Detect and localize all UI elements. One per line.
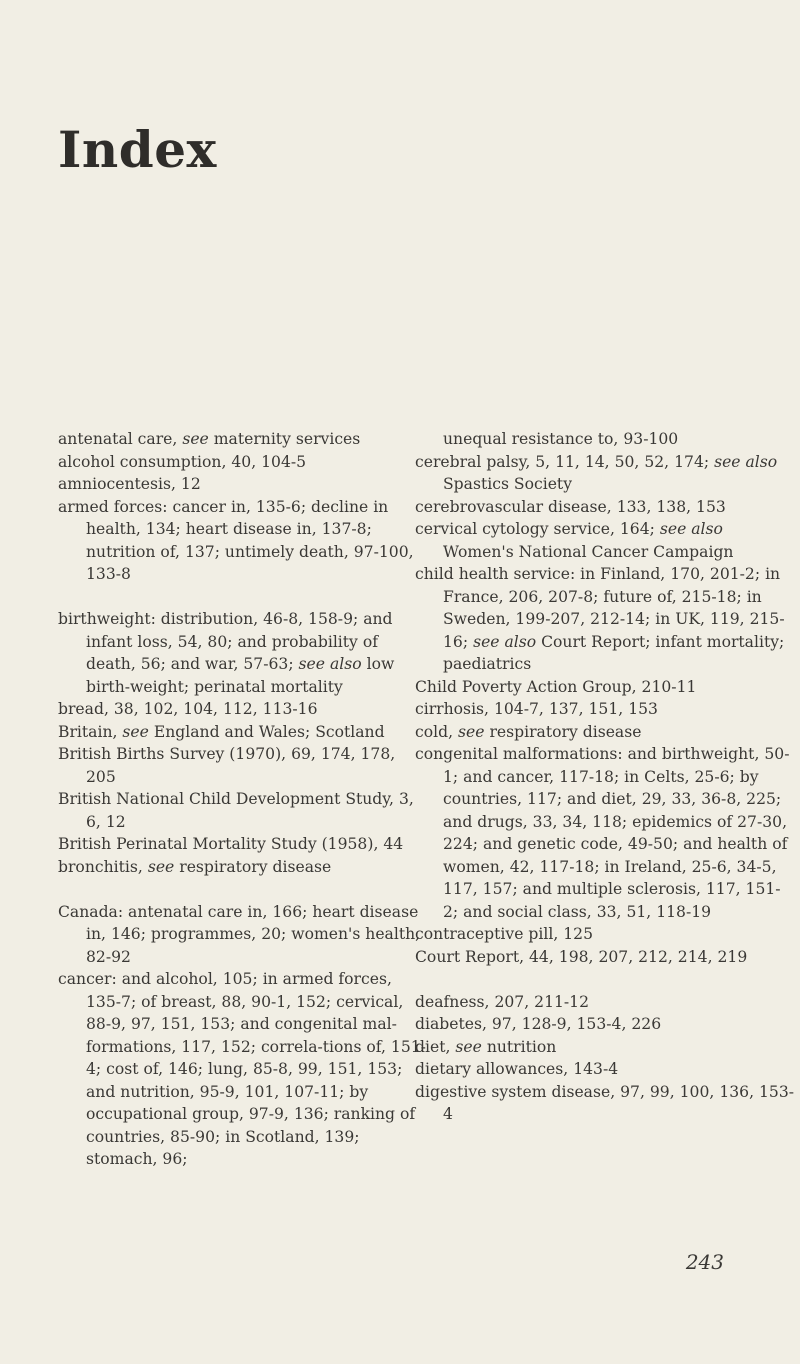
index-entry: unequal resistance to, 93-100: [443, 430, 679, 448]
index-entry: British National Child Development Study, 3, 6, 12: [58, 790, 414, 831]
index-entry: cervical cytology service, 164; see also Women's National Cancer Campaign: [415, 520, 734, 561]
index-entry: contraceptive pill, 125: [415, 925, 593, 943]
index-entry: cerebral palsy, 5, 11, 14, 50, 52, 174; see also Spastics Society: [415, 452, 778, 493]
index-entry: armed forces: cancer in, 135-6; decline in health, 134; heart disease in, 137-8; nutrition of, 137; untimely death, 97-100, 133-8: [58, 497, 414, 583]
index-entry: cancer: and alcohol, 105; in armed forces, 135-7; of breast, 88, 90-1, 152; cervical, 88-9, 97, 151, 153; and congenital mal-formations, 117, 152; correla-tions of, 151-4; cost of, 146; lung, 85-8, 99, 151, 153; and nutrition, 95-9, 101, 107-11; by occupational group, 97-9, 136; ranking of countries, 85-90; in Scotland, 139; stomach, 96;: [58, 970, 426, 1168]
index-entry: cerebrovascular disease, 133, 138, 153: [415, 497, 726, 516]
index-entry: amniocentesis, 12: [58, 475, 201, 493]
index-entry: child health service: in Finland, 170, 201-2; in France, 206, 207-8; future of, 215-18; in Sweden, 199-207, 212-14; in UK, 119, 215-16; see also Court Report; infant mortality; paediatrics: [415, 565, 785, 673]
index-entry: diabetes, 97, 128-9, 153-4, 226: [415, 1015, 662, 1033]
index-entry: congenital malformations: and birthweight, 50-1; and cancer, 117-18; in Celts, 25-6; by countries, 117; and diet, 29, 33, 36-8, 225; and drugs, 33, 34, 118; epidemics of 27-30, 224; and genetic code, 49-50; and health of women, 42, 117-18; in Ireland, 25-6, 34-5, 117, 157; and multiple sclerosis, 117, 151-2; and social class, 33, 51, 118-19: [415, 745, 790, 921]
index-entry: cold, see respiratory disease: [415, 722, 642, 741]
index-entry: Court Report, 44, 198, 207, 212, 214, 219: [415, 947, 748, 966]
index-entry: dietary allowances, 143-4: [415, 1060, 619, 1078]
index-entry: birthweight: distribution, 46-8, 158-9; and infant loss, 54, 80; and probability of death, 56; and war, 57-63; see also low birth-weight; perinatal mortality: [58, 610, 395, 696]
index-entry: cirrhosis, 104-7, 137, 151, 153: [415, 700, 658, 718]
index-entry: British Births Survey (1970), 69, 174, 178, 205: [58, 745, 396, 786]
index-column-right: [415, 428, 795, 1126]
index-entry: Britain, see England and Wales; Scotland: [58, 722, 385, 741]
index-entry: bronchitis, see respiratory disease: [58, 857, 332, 876]
index-entry: antenatal care, see maternity services: [58, 430, 361, 448]
index-entry: digestive system disease, 97, 99, 100, 136, 153-4: [415, 1082, 795, 1123]
page-number: 243: [685, 1250, 724, 1274]
page-title: Index: [58, 120, 217, 179]
index-entry: deafness, 207, 211-12: [415, 992, 590, 1011]
index-entry: diet, see nutrition: [415, 1037, 557, 1056]
index-entry: bread, 38, 102, 104, 112, 113-16: [58, 700, 318, 718]
index-entry: British Perinatal Mortality Study (1958), 44: [58, 835, 404, 853]
index-entry: Canada: antenatal care in, 166; heart disease in, 146; programmes, 20; women's health, 82-92: [58, 902, 421, 966]
index-entry: Child Poverty Action Group, 210-11: [415, 677, 697, 696]
index-column-left: [58, 428, 428, 1171]
index-entry: alcohol consumption, 40, 104-5: [58, 452, 307, 471]
